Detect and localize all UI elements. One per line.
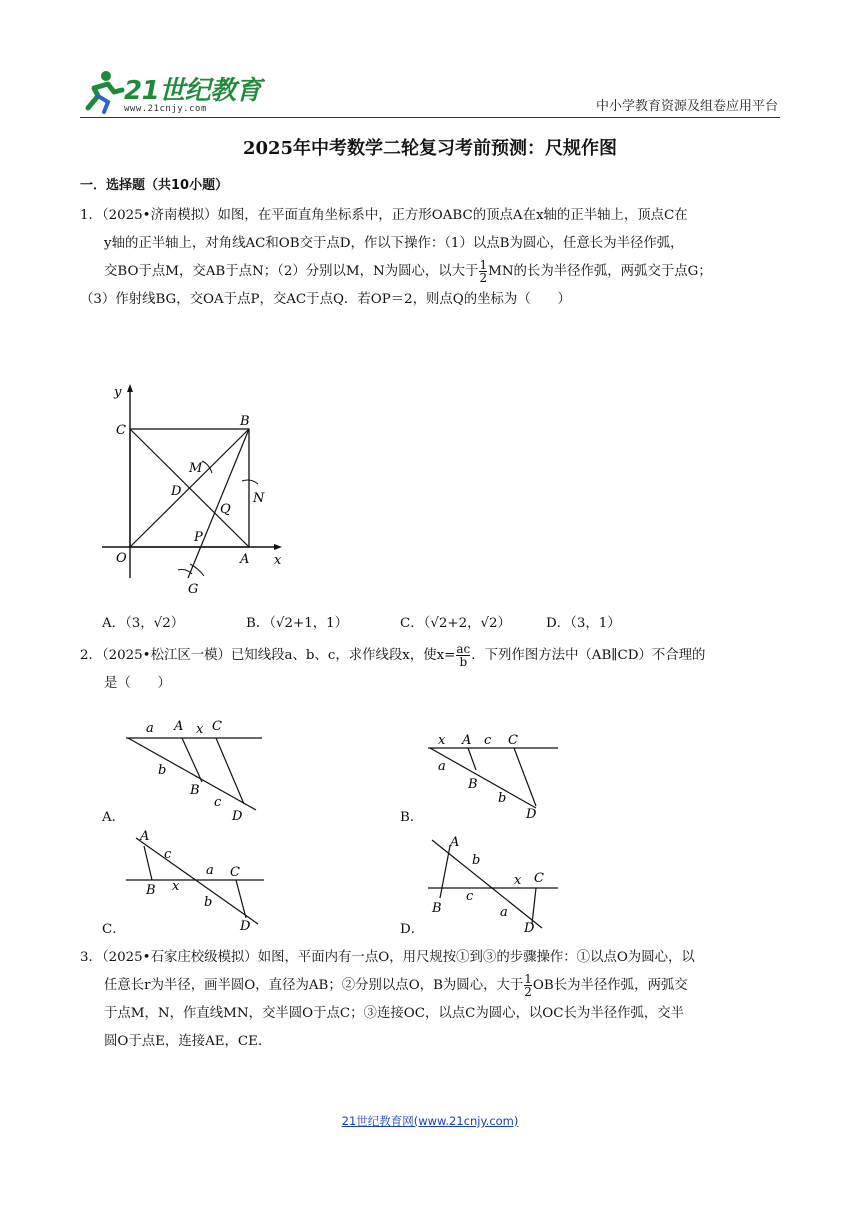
svg-text:a: a bbox=[206, 863, 214, 878]
q3-frac-tail: OB bbox=[532, 978, 554, 993]
q3-line-2b: 长为半径作弧，两弧交 bbox=[553, 978, 688, 993]
svg-text:B: B bbox=[146, 883, 156, 898]
label-c: C bbox=[116, 423, 126, 438]
q1-figure bbox=[96, 378, 296, 596]
label-a: A bbox=[240, 552, 250, 567]
svg-text:A: A bbox=[174, 719, 184, 734]
svg-text:a: a bbox=[438, 759, 446, 774]
q2-line-1b: ．下列作图方法中（AB∥CD）不合理的 bbox=[471, 648, 706, 663]
label-o: O bbox=[116, 551, 127, 566]
q2-line-1 bbox=[80, 642, 780, 670]
q3-line-3: 于点M，N，作直线MN，交半圆O于点C；③连接OC，以点C为圆心，以OC长为半径作弧，交半 bbox=[104, 1006, 685, 1021]
label-m: M bbox=[189, 461, 203, 476]
q1-frac-tail: MN bbox=[488, 264, 514, 279]
q1-option-c[interactable]: C．（√2+2，√2） bbox=[400, 616, 511, 631]
logo-text: 21世纪教育 bbox=[124, 76, 262, 106]
q2-option-a[interactable]: A． bbox=[102, 810, 126, 825]
svg-text:b: b bbox=[498, 791, 507, 806]
svg-text:B: B bbox=[190, 783, 200, 798]
question-1 bbox=[80, 202, 780, 314]
svg-text:A: A bbox=[140, 829, 150, 844]
label-d: D bbox=[171, 484, 182, 499]
svg-text:A: A bbox=[462, 733, 472, 748]
q3-line-1: 3．（2025•石家庄校级模拟）如图，平面内有一点O，用尺规按①到③的步骤操作：①以点O为圆心，以 bbox=[80, 950, 695, 965]
q2-figure-d bbox=[424, 832, 564, 934]
q2-figure-a bbox=[120, 714, 270, 826]
svg-text:c: c bbox=[164, 847, 172, 862]
q1-line-2: y轴的正半轴上，对角线AC和OB交于点D，作以下操作：（1）以点B为圆心，任意长为半径作弧， bbox=[104, 236, 684, 251]
svg-text:D: D bbox=[232, 809, 243, 824]
svg-text:C: C bbox=[212, 719, 222, 734]
svg-text:x: x bbox=[514, 873, 522, 888]
svg-text:C: C bbox=[508, 733, 518, 748]
page-title: 2025年中考数学二轮复习考前预测：尺规作图 bbox=[242, 138, 618, 159]
q1-fraction: $\frac{1}{2}$ bbox=[479, 258, 488, 285]
label-y: y bbox=[114, 385, 122, 400]
q2-option-d[interactable]: D． bbox=[400, 922, 425, 937]
svg-text:B: B bbox=[468, 777, 478, 792]
svg-text:x: x bbox=[172, 879, 180, 894]
q2-line-2: 是（ ） bbox=[104, 676, 171, 691]
q1-option-a[interactable]: A．（3，√2） bbox=[102, 616, 185, 631]
label-p: P bbox=[194, 530, 203, 545]
q2-option-c[interactable]: C． bbox=[102, 922, 126, 937]
q1-line-3 bbox=[80, 258, 780, 286]
q1-option-b[interactable]: B．（√2+1，1） bbox=[246, 616, 349, 631]
svg-text:b: b bbox=[472, 853, 481, 868]
q1-option-d[interactable]: D．（3，1） bbox=[546, 616, 621, 631]
label-x: x bbox=[274, 553, 282, 568]
section-heading: 一．选择题（共10小题） bbox=[80, 178, 229, 193]
label-n: N bbox=[253, 491, 265, 506]
svg-text:C: C bbox=[230, 865, 240, 880]
svg-text:a: a bbox=[146, 721, 154, 736]
svg-text:c: c bbox=[214, 795, 222, 810]
q3-fraction: $\frac{1}{2}$ bbox=[524, 972, 532, 999]
q2-line-1a: 2．（2025•松江区一模）已知线段a、b、c，求作线段x，使 bbox=[80, 648, 437, 663]
q1-line-1: 1．（2025•济南模拟）如图，在平面直角坐标系中，正方形OABC的顶点A在x轴的正半轴上，顶点C在 bbox=[80, 208, 688, 223]
question-3 bbox=[80, 944, 780, 1056]
q2-x-eq: x= bbox=[436, 648, 456, 663]
svg-text:x: x bbox=[438, 733, 446, 748]
svg-text:D: D bbox=[240, 919, 251, 932]
svg-text:b: b bbox=[158, 763, 167, 778]
q2-fraction: $\frac{ac}{b}$ bbox=[456, 642, 471, 669]
footer-link[interactable]: 21世纪教育网(www.21cnjy.com) bbox=[341, 1114, 519, 1128]
logo-url: www.21cnjy.com bbox=[124, 104, 207, 114]
q2-figure-c bbox=[122, 826, 272, 932]
q2-figure-b bbox=[424, 730, 564, 822]
footer bbox=[0, 1113, 860, 1129]
q1-line-3b: 的长为半径作弧，两弧交于点G； bbox=[513, 264, 712, 279]
svg-text:b: b bbox=[204, 895, 213, 910]
svg-text:c: c bbox=[466, 889, 474, 904]
label-g: G bbox=[188, 582, 199, 596]
label-b: B bbox=[240, 414, 250, 429]
q2-option-b[interactable]: B． bbox=[400, 810, 424, 825]
q1-line-4: （3）作射线BG，交OA于点P，交AC于点Q．若OP＝2，则点Q的坐标为（ ） bbox=[80, 292, 571, 307]
svg-text:D: D bbox=[524, 921, 535, 934]
svg-text:c: c bbox=[484, 733, 492, 748]
q1-line-3a: 交BO于点M，交AB于点N；（2）分别以M，N为圆心，以大于 bbox=[104, 264, 479, 279]
svg-text:x: x bbox=[196, 722, 204, 737]
q3-line-4: 圆O于点E，连接AE，CE． bbox=[104, 1034, 272, 1049]
q3-line-2a: 任意长r为半径，画半圆O，直径为AB；②分别以点O，B为圆心，大于 bbox=[104, 978, 524, 993]
svg-text:D: D bbox=[526, 807, 537, 822]
label-q: Q bbox=[220, 502, 231, 517]
question-2 bbox=[80, 642, 780, 698]
platform-name: 中小学教育资源及组卷应用平台 bbox=[595, 99, 778, 114]
svg-text:A: A bbox=[450, 835, 460, 850]
svg-text:a: a bbox=[500, 905, 508, 920]
svg-text:C: C bbox=[534, 871, 544, 886]
svg-text:B: B bbox=[432, 901, 442, 916]
runner-logo-icon bbox=[80, 68, 126, 114]
header-divider bbox=[80, 117, 780, 118]
q3-line-2 bbox=[80, 972, 780, 1000]
